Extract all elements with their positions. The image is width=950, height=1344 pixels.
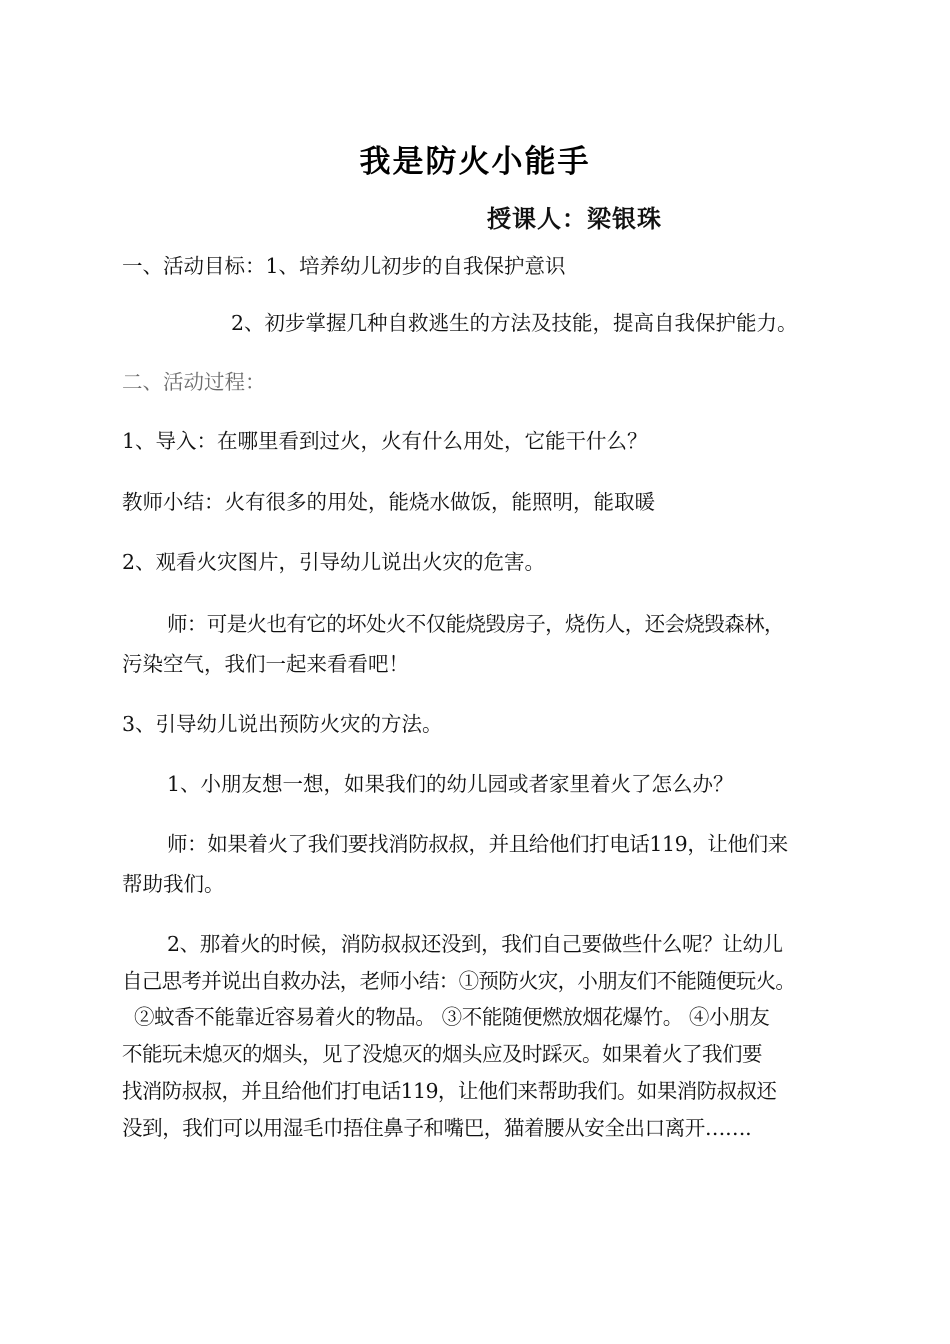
step-3-heading: 3、引导幼儿说出预防火灾的方法。 bbox=[122, 712, 443, 736]
step-2-heading: 2、观看火灾图片，引导幼儿说出火灾的危害。 bbox=[122, 550, 546, 574]
answer-1-line-1: 师：如果着火了我们要找消防叔叔，并且给他们打电话119，让他们来 bbox=[167, 832, 788, 856]
question-2-line-4: 不能玩未熄灭的烟头，见了没熄灭的烟头应及时踩灭。如果着火了我们要 bbox=[122, 1042, 762, 1066]
process-heading: 二、活动过程： bbox=[122, 370, 266, 394]
question-2-line-2: 自己思考并说出自救办法，老师小结：①预防火灾，小朋友们不能随便玩火。 bbox=[122, 969, 796, 993]
step-2-text-2: 污染空气，我们一起来看看吧！ bbox=[122, 652, 409, 676]
question-2-line-3: ②蚊香不能靠近容易着火的物品。 ③不能随便燃放烟花爆竹。 ④小朋友 bbox=[134, 1005, 770, 1029]
step-2-text-1: 师：可是火也有它的坏处火不仅能烧毁房子，烧伤人，还会烧毁森林， bbox=[167, 612, 784, 636]
goal-line-2: 2、初步掌握几种自救逃生的方法及技能，提高自我保护能力。 bbox=[231, 311, 798, 335]
author-line: 授课人：梁银珠 bbox=[487, 204, 662, 233]
answer-1-line-2: 帮助我们。 bbox=[122, 872, 225, 896]
question-2-line-1: 2、那着火的时候，消防叔叔还没到，我们自己要做些什么呢？让幼儿 bbox=[167, 932, 783, 956]
question-2-line-6: 没到，我们可以用湿毛巾捂住鼻子和嘴巴，猫着腰从安全出口离开……. bbox=[122, 1116, 752, 1140]
step-1-intro: 1、导入：在哪里看到过火，火有什么用处，它能干什么？ bbox=[122, 429, 648, 453]
goal-line-1: 一、活动目标：1、培养幼儿初步的自我保护意识 bbox=[122, 254, 566, 278]
question-1: 1、小朋友想一想，如果我们的幼儿园或者家里着火了怎么办？ bbox=[167, 772, 734, 796]
question-2-line-5: 找消防叔叔，并且给他们打电话119，让他们来帮助我们。如果消防叔叔还 bbox=[122, 1079, 777, 1103]
teacher-summary-1: 教师小结：火有很多的用处，能烧水做饭，能照明，能取暖 bbox=[122, 490, 655, 514]
document-title: 我是防火小能手 bbox=[359, 144, 591, 180]
